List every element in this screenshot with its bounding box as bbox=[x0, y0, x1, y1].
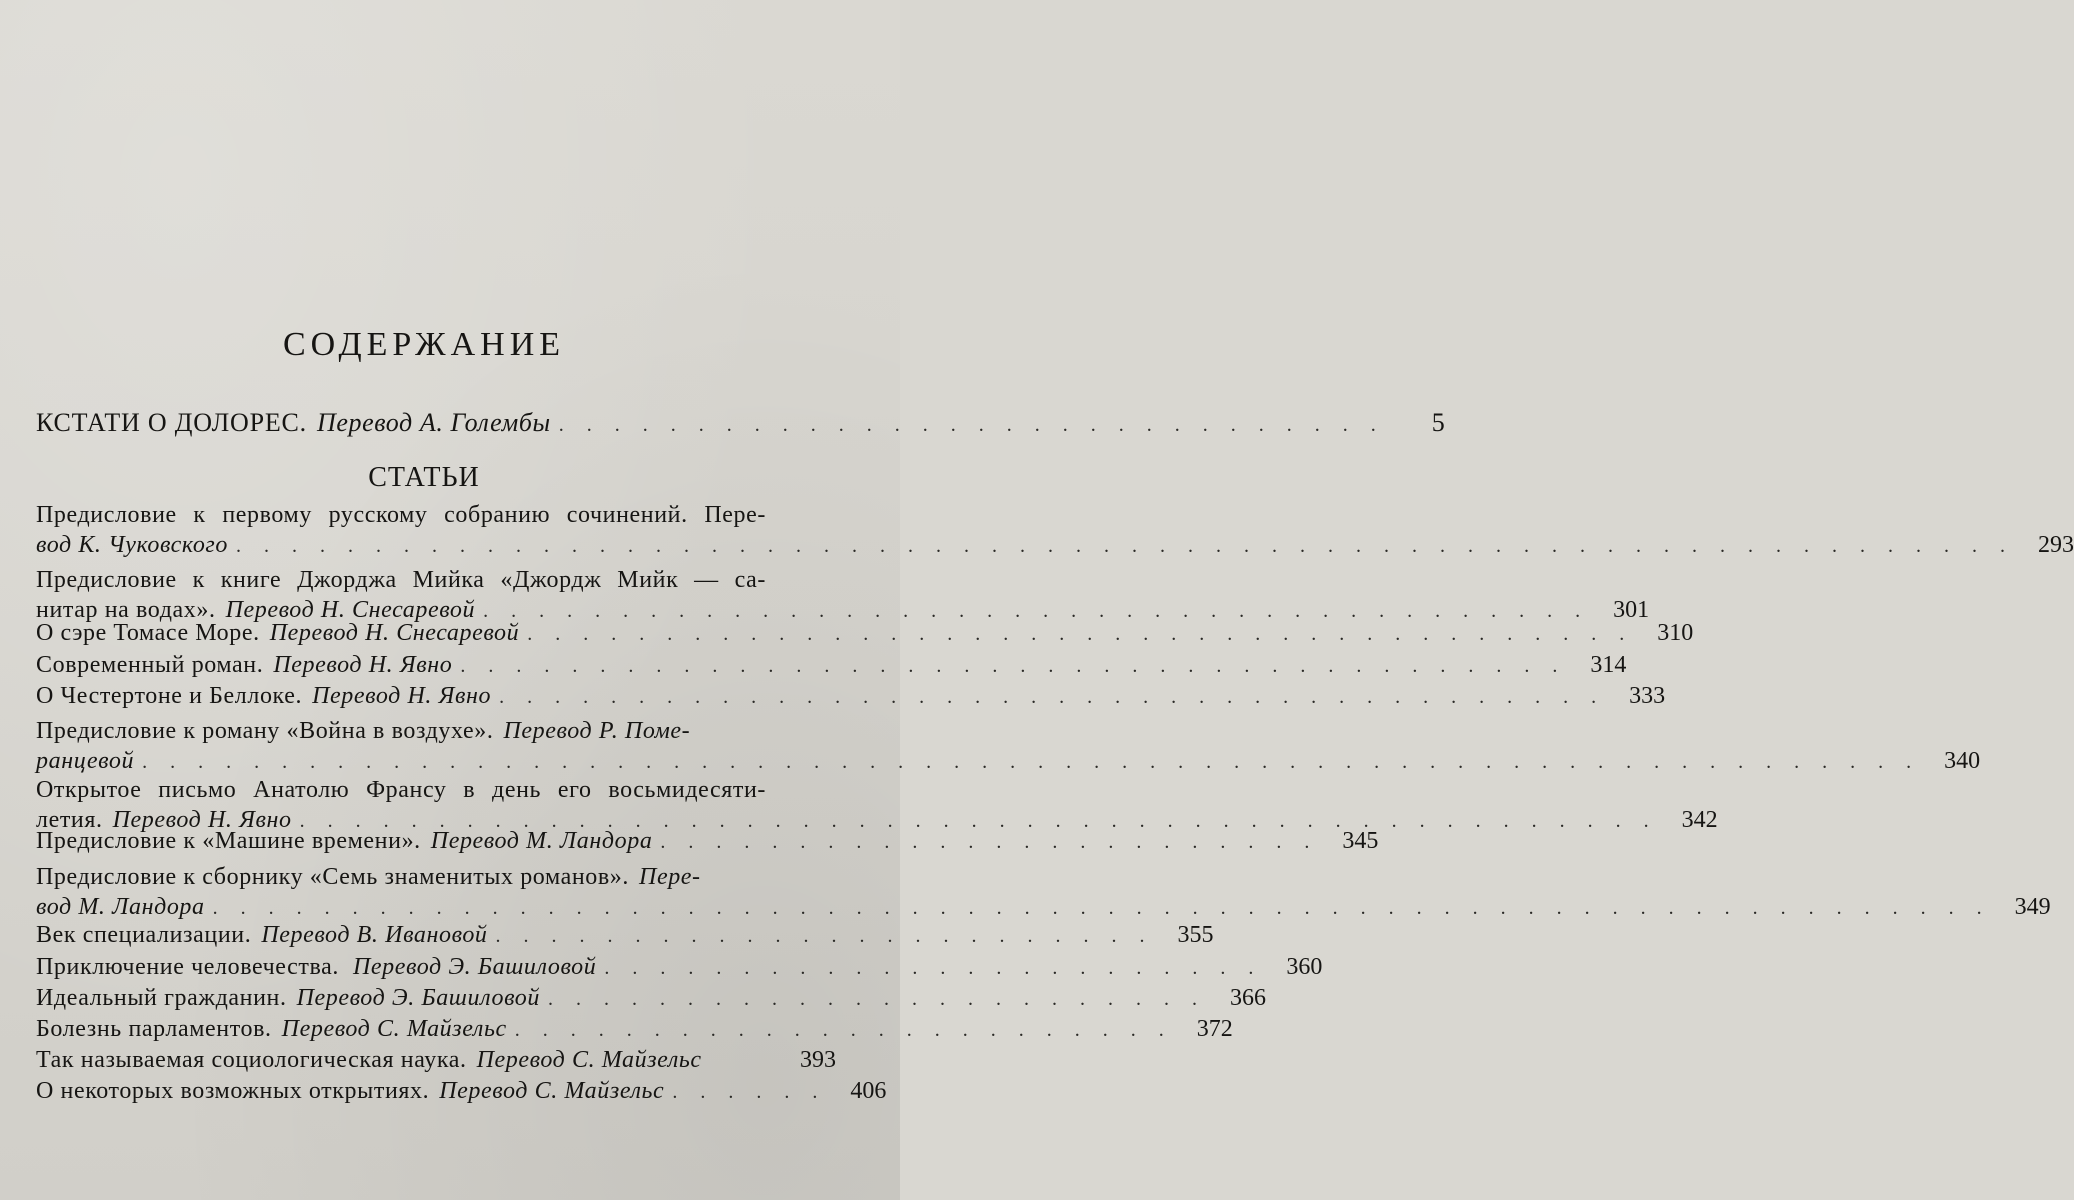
entry-title: Приключение человечества. bbox=[36, 954, 339, 980]
entry-title-line1: Предисловие к роману «Война в воздухе». bbox=[36, 718, 494, 744]
entry-page: 393 bbox=[800, 1047, 836, 1073]
entry-translator: Перевод Э. Башиловой bbox=[352, 954, 597, 980]
leader-dots: . . . . . . . . . . . . . . . . . . . . . . . . bbox=[547, 988, 1206, 1010]
leader-dots: . . . . . . . . . . . . . . . . . . . . . . . . . . . . . . . . . . . . . . . . . . . . . . . . . . . . . . . . . . . . . . . . bbox=[212, 897, 1991, 919]
entry-title-line2: нитар на водах». bbox=[36, 597, 216, 623]
main-entry-title: КСТАТИ О ДОЛОРЕС. bbox=[36, 408, 307, 437]
entry-translator: Перевод Н. Снесаревой bbox=[269, 620, 520, 646]
main-entry bbox=[36, 408, 1445, 438]
entry-title: Современный роман. bbox=[36, 652, 264, 678]
entry-title: О некоторых возможных открытиях. bbox=[36, 1078, 430, 1104]
entry-translator: Перевод С. Майзельс bbox=[281, 1016, 507, 1042]
leader-dots: . . . . . . . . . . . . . . . . . . . . . . . . bbox=[604, 957, 1263, 979]
entry-translator: Перевод М. Ландора bbox=[430, 828, 653, 854]
main-entry-translator: Перевод А. Голембы bbox=[316, 408, 551, 437]
leader-dots: . . . . . . . . . . . . . . . . . . . . . . . . . . . . . . . . . . . . . . . . bbox=[460, 655, 1567, 677]
entry-page: 340 bbox=[1944, 748, 1981, 774]
entry-translator: Перевод Н. Явно bbox=[312, 683, 492, 709]
entry-page: 345 bbox=[1342, 828, 1379, 854]
entry-page: 360 bbox=[1286, 954, 1323, 980]
entry-page: 355 bbox=[1177, 922, 1214, 948]
entry-page: 301 bbox=[1613, 597, 1650, 623]
leader-dots: . . . . . . . . . . . . . . . . . . . . . . . . . . . . . . bbox=[558, 414, 1385, 436]
toc-entry bbox=[36, 862, 2051, 923]
main-entry-page: 5 bbox=[1431, 408, 1445, 437]
entry-title-line1: Предисловие к сборнику «Семь знаменитых романов». bbox=[36, 864, 630, 890]
leader-dots: . . . . . . . . . . . . . . . . . . . . . . . . bbox=[495, 925, 1154, 947]
leader-dots: . . . . . . . . . . . . . . . . . . . . . . . . bbox=[660, 831, 1319, 853]
leader-dots: . . . . . . . . . . . . . . . . . . . . . . . . . . . . . . . . . . . . . . . . . . . . . . . . . . . . . . . . . . . . . . . . bbox=[236, 535, 2014, 557]
entry-translator-line1: Перевод Р. Поме- bbox=[503, 718, 691, 744]
entry-title: Предисловие к «Машине времени». bbox=[36, 828, 421, 854]
entry-translator: вод К. Чуковского bbox=[36, 532, 228, 558]
leader-dots: . . . . . . . . . . . . . . . . . . . . . . . . . . . . . . . . . . . . . . . . . . . . . . . . . bbox=[299, 810, 1658, 832]
contents-title: СОДЕРЖАНИЕ bbox=[282, 326, 566, 363]
entry-translator-line2: вод М. Ландора bbox=[36, 894, 205, 920]
entry-page: 310 bbox=[1657, 620, 1694, 646]
leader-dots: . . . . . . . . . . . . . . . . . . . . . . . . . . . . . . . . . . . . . . . . bbox=[499, 686, 1606, 708]
entry-title: Идеальный гражданин. bbox=[36, 985, 287, 1011]
entry-page: 349 bbox=[2014, 894, 2051, 920]
toc-entry bbox=[36, 1045, 836, 1075]
entry-title: Так называемая социологическая наука. bbox=[36, 1047, 467, 1073]
entry-title-line1: Предисловие к первому русскому собранию сочинений. Пере- bbox=[36, 502, 766, 528]
toc-entry bbox=[36, 983, 1266, 1014]
toc-entry bbox=[36, 920, 1214, 951]
toc-entry bbox=[36, 716, 1981, 777]
entry-translator-line1: Пере- bbox=[639, 864, 701, 890]
entry-title: О Честертоне и Беллоке. bbox=[36, 683, 303, 709]
entry-page: 406 bbox=[850, 1078, 887, 1104]
toc-entry bbox=[36, 1076, 887, 1107]
entry-translator: Перевод Н. Явно bbox=[112, 807, 292, 833]
leader-dots: . . . . . . . . . . . . . . . . . . . . . . . . . . . . . . . . . . . . . . . . . . . . . . . . . . . . . . . . . . . . . . . . bbox=[142, 751, 1921, 773]
entry-page: 366 bbox=[1229, 985, 1266, 1011]
leader-dots: . . . . . . bbox=[672, 1081, 827, 1103]
entry-translator: Перевод В. Ивановой bbox=[261, 922, 488, 948]
section-title: СТАТЬИ bbox=[368, 462, 480, 493]
entry-translator: Перевод С. Майзельс bbox=[476, 1047, 702, 1073]
toc-entry bbox=[36, 826, 1379, 857]
leader-dots: . . . . . . . . . . . . . . . . . . . . . . . . bbox=[514, 1019, 1173, 1041]
entry-translator: Перевод С. Майзельс bbox=[439, 1078, 665, 1104]
entry-translator: Перевод Н. Снесаревой bbox=[225, 597, 476, 623]
toc-entry bbox=[36, 500, 2074, 561]
entry-translator: Перевод Н. Явно bbox=[273, 652, 453, 678]
entry-title: Век специализации. bbox=[36, 922, 252, 948]
toc-entry bbox=[36, 681, 1666, 712]
entry-title-line1: Открытое письмо Анатолю Франсу в день его восьмидесяти- bbox=[36, 777, 766, 803]
entry-page: 372 bbox=[1196, 1016, 1233, 1042]
entry-title-line1: Предисловие к книге Джорджа Мийка «Джордж Мийк — са- bbox=[36, 567, 766, 593]
entry-title: Болезнь парламентов. bbox=[36, 1016, 272, 1042]
entry-page: 333 bbox=[1629, 683, 1666, 709]
toc-entry bbox=[36, 1014, 1233, 1045]
leader-dots: . . . . . . . . . . . . . . . . . . . . . . . . . . . . . . . . . . . . . . . . bbox=[483, 600, 1590, 622]
entry-title: О сэре Томасе Море. bbox=[36, 620, 260, 646]
entry-translator: Перевод Э. Башиловой bbox=[296, 985, 540, 1011]
entry-title-line2: летия. bbox=[36, 807, 103, 833]
toc-entry bbox=[36, 565, 1650, 626]
entry-page: 314 bbox=[1590, 652, 1627, 678]
entry-translator-line2: ранцевой bbox=[36, 748, 135, 774]
toc-entry bbox=[36, 618, 1694, 649]
toc-entry bbox=[36, 952, 1323, 983]
entry-page: 342 bbox=[1681, 807, 1718, 833]
entry-page: 293 bbox=[2038, 532, 2074, 558]
toc-entry bbox=[36, 650, 1627, 681]
leader-dots: . . . . . . . . . . . . . . . . . . . . . . . . . . . . . . . . . . . . . . . . bbox=[527, 623, 1634, 645]
